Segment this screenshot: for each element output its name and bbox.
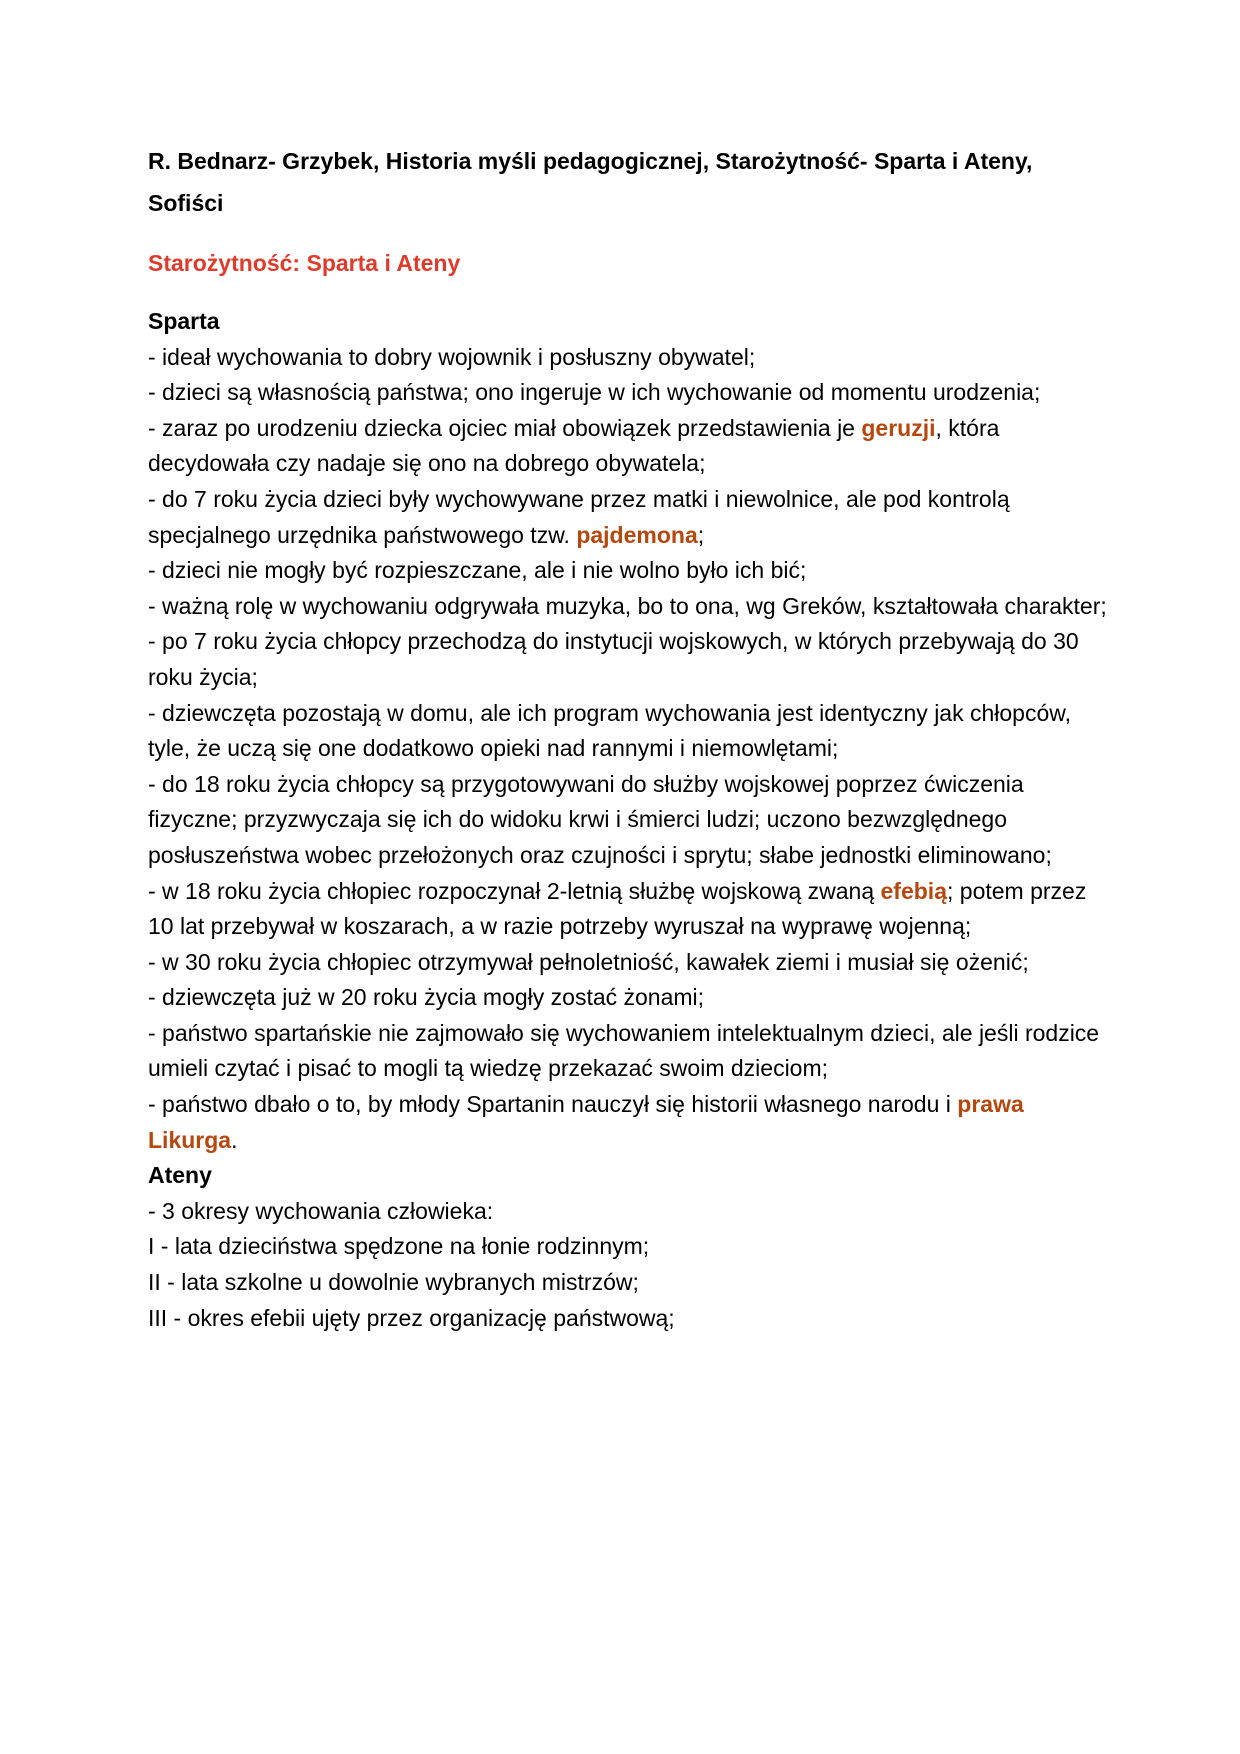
- list-item: - w 30 roku życia chłopiec otrzymywał pełnoletniość, kawałek ziemi i musiał się ożenić;: [148, 948, 1029, 975]
- section-sparta: [148, 304, 1108, 1158]
- list-item-text: - w 18 roku życia chłopiec rozpoczynał 2-letnią służbę wojskową zwaną: [148, 877, 881, 904]
- list-item: - dziewczęta pozostają w domu, ale ich program wychowania jest identyczny jak chłopców, tyle, że uczą się one dodatkowo opieki nad rannymi i niemowlętami;: [148, 699, 1071, 762]
- list-item: [148, 482, 1108, 553]
- list-item-text: - państwo dbało o to, by młody Spartanin nauczył się historii własnego narodu i: [148, 1091, 958, 1118]
- list-item: I - lata dzieciństwa spędzone na łonie rodzinnym;: [148, 1233, 650, 1260]
- section-ateny: [148, 1158, 1108, 1336]
- list-item: [148, 1087, 1108, 1158]
- highlighted-term: prawa Likurga: [148, 1091, 1024, 1153]
- highlighted-term: geruzji: [861, 414, 936, 441]
- list-item: III - okres efebii ujęty przez organizację państwową;: [148, 1304, 675, 1331]
- list-item-text: , która decydowała czy nadaje się ono na dobrego obywatela;: [148, 414, 1000, 477]
- list-item-text: ;: [697, 521, 705, 548]
- document-page: [148, 140, 1108, 1336]
- list-item: - dzieci nie mogły być rozpieszczane, ale i nie wolno było ich bić;: [148, 557, 807, 584]
- list-item: - po 7 roku życia chłopcy przechodzą do instytucji wojskowych, w których przebywają do 30 roku życia;: [148, 628, 1079, 690]
- list-item: - ideał wychowania to dobry wojownik i posłuszny obywatel;: [148, 343, 756, 370]
- list-item: - ważną rolę w wychowaniu odgrywała muzyka, bo to ona, wg Greków, kształtowała charakter;: [148, 592, 1107, 619]
- list-item: [148, 411, 1108, 482]
- sparta-list: [148, 340, 1108, 1159]
- list-item-text: - zaraz po urodzeniu dziecka ojciec miał obowiązek przedstawienia je: [148, 414, 862, 441]
- section-heading-sparta: Sparta: [148, 308, 220, 334]
- list-item-text: ; potem przez 10 lat przebywał w koszarach, a w razie potrzeby wyruszał na wyprawę wojenną;: [148, 877, 1087, 940]
- highlighted-term: efebią: [880, 877, 947, 904]
- list-item: - dziewczęta już w 20 roku życia mogły zostać żonami;: [148, 984, 705, 1011]
- list-item: - 3 okresy wychowania człowieka:: [148, 1197, 494, 1224]
- list-item: - do 18 roku życia chłopcy są przygotowywani do służby wojskowej poprzez ćwiczenia fizyczne; przyzwyczaja się ich do widoku krwi i śmierci ludzi; uczono bezwzględnego posłuszeństwa wobec przełożonych oraz czujności i sprytu; słabe jednostki eliminowano;: [148, 770, 1052, 868]
- section-heading-ateny: Ateny: [148, 1162, 212, 1189]
- ateny-list: [148, 1194, 1108, 1336]
- list-item-text: .: [231, 1126, 238, 1153]
- list-item: - dzieci są własnością państwa; ono ingeruje w ich wychowanie od momentu urodzenia;: [148, 379, 1041, 406]
- document-subtitle: Starożytność: Sparta i Ateny: [148, 250, 461, 276]
- list-item-text: - do 7 roku życia dzieci były wychowywane przez matki i niewolnice, ale pod kontrolą specjalnego urzędnika państwowego tzw.: [148, 485, 1010, 548]
- list-item: II - lata szkolne u dowolnie wybranych mistrzów;: [148, 1269, 639, 1296]
- list-item: [148, 874, 1108, 945]
- highlighted-term: pajdemona: [576, 521, 698, 548]
- list-item: - państwo spartańskie nie zajmowało się wychowaniem intelektualnym dzieci, ale jeśli rodzice umieli czytać i pisać to mogli tą wiedzę przekazać swoim dzieciom;: [148, 1019, 1100, 1082]
- document-title: R. Bednarz- Grzybek, Historia myśli pedagogicznej, Starożytność- Sparta i Ateny, Sofiści: [148, 148, 1033, 216]
